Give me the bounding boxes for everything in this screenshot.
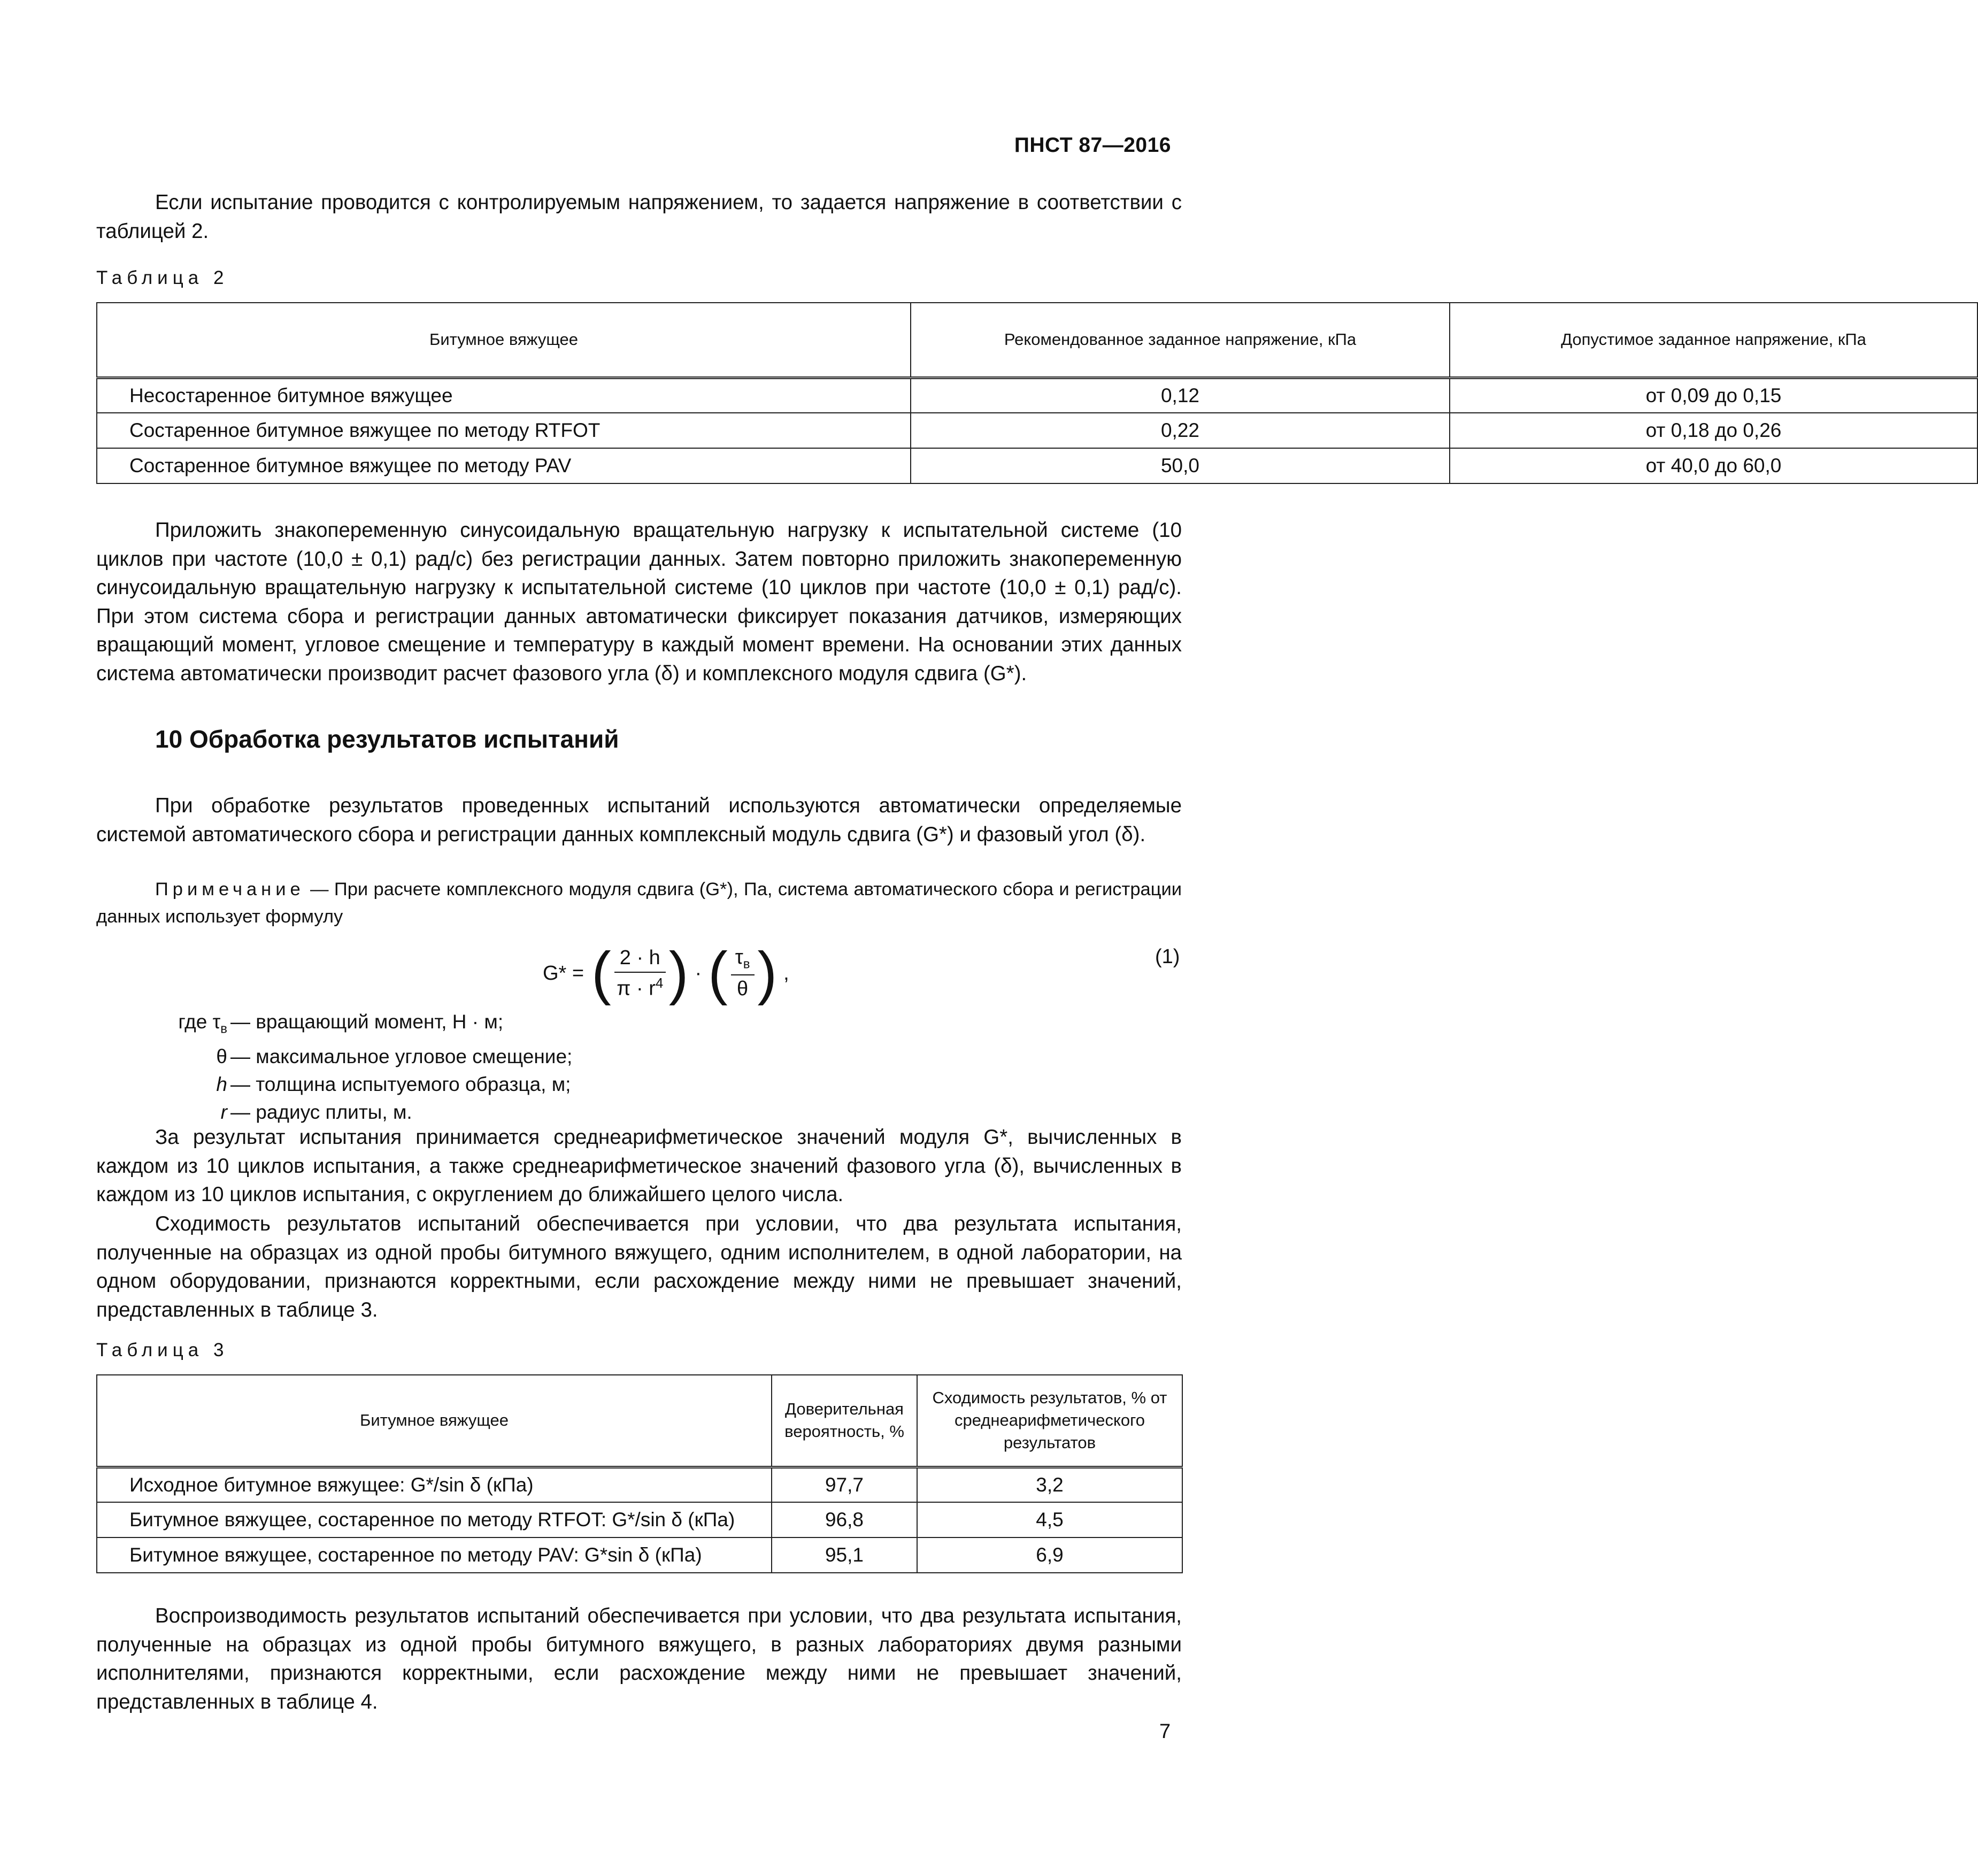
table-row: Состаренное битумное вяжущее по методу RTFOT 0,22 от 0,18 до 0,26 bbox=[97, 413, 1977, 448]
table2-header-recommended: Рекомендованное заданное напряжение, кПа bbox=[911, 303, 1450, 378]
paragraph-result-average: За результат испытания принимается среднеарифметическое значений модуля G*, вычисленных в каждом из 10 циклов испытания, а также среднеарифметическое значений фазового угла (δ), вычисленных в каждом из 10 циклов испытания, с округлением до ближайшего целого числа. bbox=[96, 1126, 1182, 1206]
note-text: — При расчете комплексного модуля сдвига (G*), Па, система автоматического сбора и регистрации данных использует формулу bbox=[96, 879, 1182, 927]
table2-header-allowed: Допустимое заданное напряжение, кПа bbox=[1450, 303, 1977, 378]
formula-definitions bbox=[96, 1008, 572, 1126]
paragraph-controlled-stress: Если испытание проводится с контролируемым напряжением, то задается напряжение в соответствии с таблицей 2. bbox=[96, 191, 1182, 243]
table-row: Несостаренное битумное вяжущее 0,12 от 0,09 до 0,15 bbox=[97, 378, 1977, 413]
table3-header-binder: Битумное вяжущее bbox=[97, 1375, 772, 1467]
paragraph-load-application: Приложить знакопеременную синусоидальную вращательную нагрузку к испытательной системе (10 циклов при частоте (10,0 ± 0,1) рад/с) без регистрации данных. Затем повторно приложить знакопеременную синусоидальную вращательную нагрузку к испытательной системе (10 циклов при частоте (10,0 ± 0,1) рад/с). При этом система сбора и регистрации данных автоматически фиксирует показания датчиков, измеряющих вращающий момент, угловое смещение и температуру в каждый момент времени. На основании этих данных система автоматически производит расчет фазового угла (δ) и комплексного модуля сдвига (G*). bbox=[96, 519, 1182, 685]
formula-denominator-2: θ bbox=[737, 977, 749, 1000]
table-row: Исходное битумное вяжущее: G*/sin δ (кПа) 97,7 3,2 bbox=[97, 1467, 1182, 1502]
formula-numerator-1: 2 · h bbox=[614, 947, 666, 973]
definition-item: θ — максимальное угловое смещение; bbox=[216, 1045, 573, 1068]
formula-1: G* = ( 2 · h $\pi \cdot r^4$ ) · ( $\tau_в$ θ ) , bbox=[543, 940, 789, 1006]
table2-caption: Таблица 2 bbox=[96, 267, 229, 288]
formula-denominator-1: π · r bbox=[617, 977, 656, 1000]
section-10-heading: 10 Обработка результатов испытаний bbox=[155, 725, 619, 753]
table-row: Битумное вяжущее, состаренное по методу PAV: G*sin δ (кПа) 95,1 6,9 bbox=[97, 1537, 1182, 1573]
definition-item: h — толщина испытуемого образца, м; bbox=[216, 1073, 571, 1096]
document-id-header: ПНСТ 87—2016 bbox=[1014, 134, 1171, 157]
table3-header-repeatability: Сходимость результатов, % от среднеарифметического результатов bbox=[917, 1375, 1182, 1467]
definition-item: r — радиус плиты, м. bbox=[220, 1101, 412, 1124]
formula-numerator-2: τ bbox=[735, 946, 743, 969]
paragraph-repeatability: Сходимость результатов испытаний обеспечивается при условии, что два результата испытания, полученные на образцах из одной пробы битумного вяжущего, одним исполнителем, в одной лаборатории, на одном оборудовании, признаются корректными, если расхождение между ними не превышает значений, представленных в таблице 3. bbox=[96, 1212, 1182, 1321]
paragraph-reproducibility: Воспроизводимость результатов испытаний обеспечивается при условии, что два результата испытания, полученные на образцах из одной пробы битумного вяжущего, в разных лабораториях двумя разными исполнителями, признаются корректными, если расхождение между ними не превышает значений, представленных в таблице 4. bbox=[96, 1604, 1182, 1713]
table-row: Битумное вяжущее, состаренное по методу RTFOT: G*/sin δ (кПа) 96,8 4,5 bbox=[97, 1502, 1182, 1537]
table2-header-binder: Битумное вяжущее bbox=[97, 303, 911, 378]
table-2 bbox=[96, 302, 1978, 484]
table3-caption: Таблица 3 bbox=[96, 1340, 229, 1360]
page-number: 7 bbox=[1159, 1720, 1171, 1743]
formula-lhs: G* = bbox=[543, 962, 584, 985]
note-label: Примечание bbox=[155, 879, 305, 899]
table3-header-confidence: Доверительная вероятность, % bbox=[772, 1375, 917, 1467]
paragraph-processing: При обработке результатов проведенных испытаний используются автоматически определяемые системой автоматического сбора и регистрации данных комплексный модуль сдвига (G*) и фазовый угол (δ). bbox=[96, 794, 1182, 846]
table-row: Состаренное битумное вяжущее по методу PAV 50,0 от 40,0 до 60,0 bbox=[97, 448, 1977, 483]
definition-item: где $\tau_в$ — вращающий момент, Н · м; bbox=[178, 1011, 504, 1036]
note-block bbox=[96, 876, 1182, 931]
formula-number: (1) bbox=[1155, 945, 1180, 968]
table-3 bbox=[96, 1374, 1183, 1573]
